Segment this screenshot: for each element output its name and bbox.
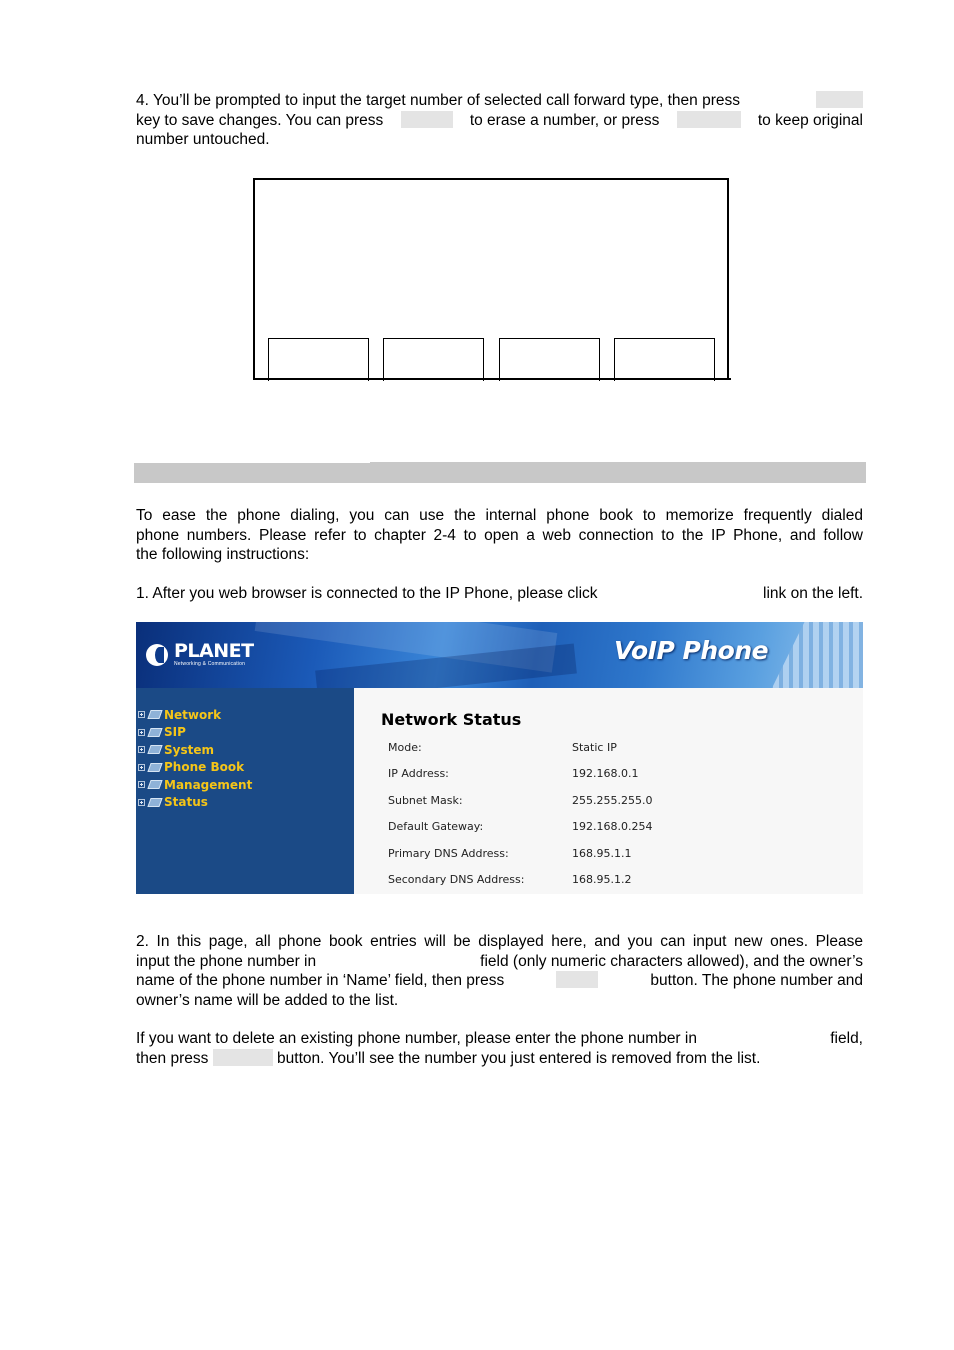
nav-item-status[interactable]: Status <box>138 794 252 812</box>
softkey-2 <box>383 338 484 381</box>
softkey-1 <box>268 338 369 381</box>
web-main-panel <box>354 688 863 894</box>
table-row: IP Address: 192.168.0.1 <box>388 767 639 781</box>
step1-paragraph <box>136 584 863 604</box>
expand-plus-icon[interactable] <box>138 799 145 806</box>
phone-lcd-illustration <box>253 178 729 379</box>
step4-line1: 4. You’ll be prompted to input the target number of selected call forward type, then press <box>136 92 741 109</box>
expand-plus-icon[interactable] <box>138 746 145 753</box>
table-row: Default Gateway: 192.168.0.254 <box>388 820 653 834</box>
ok-key-placeholder <box>816 91 863 108</box>
delete-key-placeholder <box>401 111 453 128</box>
expand-plus-icon[interactable] <box>138 729 145 736</box>
panel-title: Network Status <box>381 710 522 729</box>
nav-item-phone-book[interactable]: Phone Book <box>138 759 252 777</box>
step2-line2b: field (only numeric characters allowed), and the owner’s <box>480 952 863 970</box>
delete-line2b: button. You’ll see the number you just entered is removed from the list. <box>277 1049 761 1067</box>
table-row: Primary DNS Address: 168.95.1.1 <box>388 846 632 860</box>
delete-note-paragraph <box>136 1029 863 1068</box>
nav-item-system[interactable]: System <box>138 741 252 759</box>
step4-line2b: to erase a number, or press <box>469 111 660 129</box>
step2-line3a: name of the phone number in ‘Name’ field, then press <box>136 972 505 989</box>
delete-line1b: field, <box>830 1030 863 1047</box>
delete-line1a: If you want to delete an existing phone number, please enter the phone number in <box>136 1030 697 1047</box>
book-icon <box>147 798 162 807</box>
book-icon <box>147 728 162 737</box>
delete-line2a: then press <box>136 1049 209 1067</box>
logo-name: PLANET <box>174 640 254 662</box>
intro-paragraph <box>136 506 863 565</box>
network-status-table <box>388 734 652 893</box>
softkey-3 <box>499 338 600 381</box>
section-heading-tab <box>134 462 370 483</box>
softkey-4 <box>614 338 715 381</box>
nav-item-management[interactable]: Management <box>138 776 252 794</box>
table-row: Secondary DNS Address: 168.95.1.2 <box>388 873 632 887</box>
logo-subtitle: Networking & Communication <box>174 661 246 667</box>
expand-plus-icon[interactable] <box>138 781 145 788</box>
book-icon <box>147 780 162 789</box>
expand-plus-icon[interactable] <box>138 711 145 718</box>
step2-line1: 2. In this page, all phone book entries will be displayed here, and you can input new ones. Please <box>136 933 863 950</box>
planet-logo-icon <box>146 644 168 666</box>
web-banner <box>136 622 863 688</box>
table-row: Mode: Static IP <box>388 740 617 754</box>
banner-title: VoIP Phone <box>614 636 769 665</box>
step2-paragraph <box>136 932 863 1010</box>
book-icon <box>147 745 162 754</box>
add-button-placeholder <box>556 971 598 988</box>
delete-button-placeholder <box>213 1049 273 1066</box>
planet-logo <box>146 642 254 667</box>
book-icon <box>147 763 162 772</box>
step1-text-b: link on the left. <box>763 585 863 602</box>
sidebar-nav <box>138 706 252 811</box>
step4-line2c: to keep original <box>757 111 863 129</box>
expand-plus-icon[interactable] <box>138 764 145 771</box>
table-row: Subnet Mask: 255.255.255.0 <box>388 793 653 807</box>
intro-line3: the following instructions: <box>136 546 310 563</box>
nav-item-sip[interactable]: SIP <box>138 724 252 742</box>
book-icon <box>147 710 162 719</box>
step1-text-a: 1. After you web browser is connected to the IP Phone, please click <box>136 585 598 602</box>
lcd-bottom-edge <box>253 378 731 380</box>
nav-item-network[interactable]: Network <box>138 706 252 724</box>
step2-line3b: button. The phone number and <box>650 972 863 989</box>
number-field-placeholder <box>363 952 433 972</box>
step4-paragraph <box>136 91 863 150</box>
intro-line2: phone numbers. Please refer to chapter 2-4 to open a web connection to the IP Phone, and follow <box>136 526 863 544</box>
step4-line3: number untouched. <box>136 131 270 148</box>
step2-line4: owner’s name will be added to the list. <box>136 991 399 1009</box>
section-heading-bar <box>134 462 866 483</box>
web-ui-screenshot <box>136 622 863 894</box>
step4-line2a: key to save changes. You can press <box>136 111 384 129</box>
intro-line1: To ease the phone dialing, you can use the internal phone book to memorize frequently dialed <box>136 507 863 524</box>
web-sidebar <box>136 688 354 894</box>
step2-line2a: input the phone number in <box>136 952 317 970</box>
cancel-key-placeholder <box>677 111 741 128</box>
